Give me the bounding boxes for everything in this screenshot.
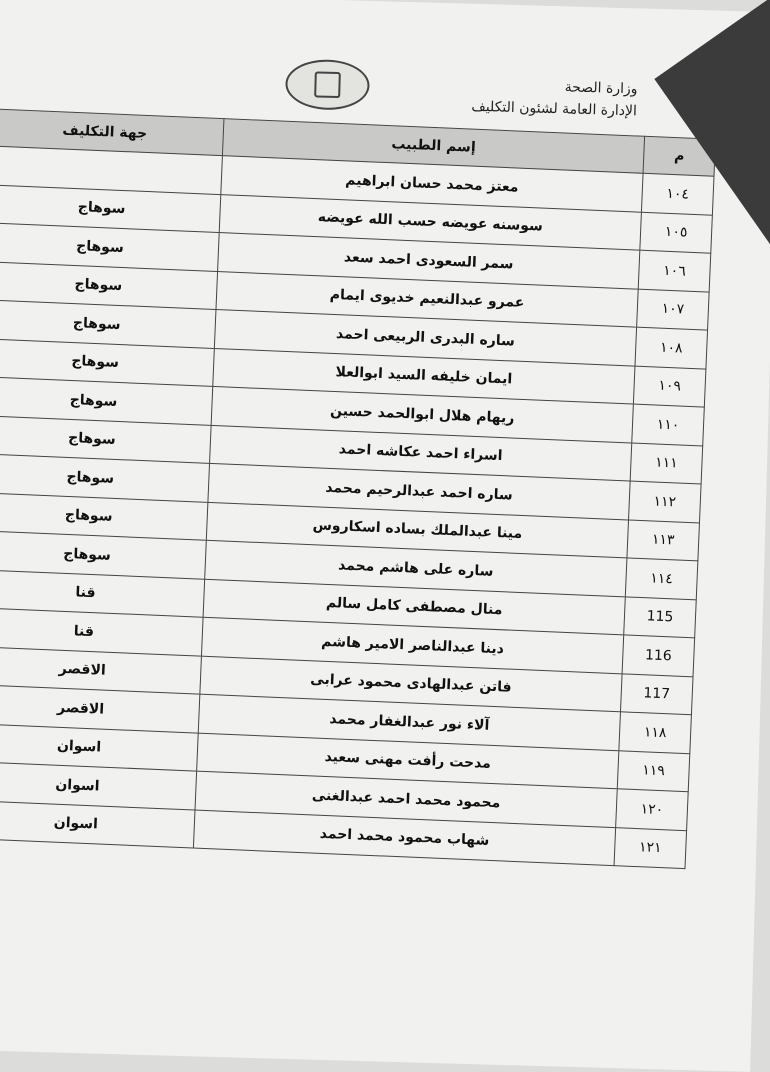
- assignment-place: سوهاج: [0, 261, 218, 309]
- doctor-name: سمر السعودى احمد سعد: [218, 233, 640, 289]
- assignment-place: الاقصر: [0, 684, 200, 732]
- doctor-name: سوسنه عويضه حسب الله عويضه: [219, 194, 641, 250]
- header-assignment-place: جهة التكليف: [0, 109, 224, 156]
- assignments-table: [0, 108, 716, 869]
- doctor-name: شهاب محمود محمد احمد: [193, 810, 615, 866]
- assignment-place: قنا: [0, 607, 203, 655]
- row-number: ١٠٨: [635, 327, 708, 368]
- header-number: م: [643, 136, 715, 176]
- doctor-name: ساره احمد عبدالرحيم محمد: [208, 463, 630, 519]
- assignment-place: سوهاج: [0, 300, 216, 348]
- bleed-through-text: [251, 878, 675, 1030]
- row-number: ١٠٦: [638, 250, 711, 291]
- doctor-name: دينا عبدالناصر الامير هاشم: [201, 617, 623, 673]
- doctor-name: معتز محمد حسان ابراهيم: [221, 156, 643, 212]
- doctor-name: ريهام هلال ابوالحمد حسين: [211, 386, 633, 442]
- assignment-place: سوهاج: [0, 530, 206, 578]
- assignment-place: سوهاج: [0, 453, 210, 501]
- row-number: ١١٢: [629, 481, 702, 522]
- row-number: 116: [622, 635, 695, 676]
- doctor-name: فاتن عبدالهادى محمود عرابى: [200, 656, 622, 712]
- row-number: ١١٨: [619, 712, 692, 753]
- doctor-name: ايمان خليفه السيد ابوالعلا: [213, 348, 635, 404]
- assignment-place: سوهاج: [0, 415, 211, 463]
- row-number: ١٠٧: [637, 289, 710, 330]
- row-number: ١٠٥: [640, 212, 713, 253]
- row-number: ١١٤: [625, 558, 698, 599]
- assignment-place: سوهاج: [0, 338, 214, 386]
- row-number: ١٢٠: [616, 789, 689, 830]
- row-number: ١٢١: [614, 827, 687, 868]
- ministry-line-1: وزارة الصحة: [564, 79, 638, 98]
- assignment-place: الاقصر: [0, 646, 201, 694]
- assignment-place: قنا: [0, 569, 205, 617]
- assignment-place: سوهاج: [0, 223, 219, 271]
- row-number: 115: [624, 596, 697, 637]
- row-number: ١٠٩: [633, 366, 706, 407]
- doctor-name: ساره البدرى الربيعى احمد: [214, 310, 636, 366]
- header-doctor-name: إسم الطبيب: [222, 119, 644, 174]
- row-number: ١١٣: [627, 519, 700, 560]
- row-number: ١١٩: [617, 750, 690, 791]
- assignment-place: اسوان: [0, 723, 198, 771]
- doctor-name: مينا عبدالملك بساده اسكاروس: [206, 502, 628, 558]
- ministry-line-2: الإدارة العامة لشئون التكليف: [471, 98, 638, 120]
- doctor-name: مدحت رأفت مهنى سعيد: [197, 733, 619, 789]
- doctor-name: منال مصطفى كامل سالم: [203, 579, 625, 635]
- doctor-name: آلاء نور عبدالغفار محمد: [198, 694, 620, 750]
- assignment-place: سوهاج: [0, 184, 221, 232]
- doctor-name: محمود محمد احمد عبدالغنى: [195, 771, 617, 827]
- ministry-heading: [471, 74, 638, 123]
- row-number: ١٠٤: [641, 173, 714, 214]
- ministry-logo-icon: [285, 59, 370, 111]
- row-number: 117: [620, 673, 693, 714]
- assignment-place: سوهاج: [0, 377, 213, 425]
- assignments-table-wrapper: [0, 108, 716, 869]
- assignment-place: سوهاج: [0, 492, 208, 540]
- document-header: [0, 20, 749, 120]
- assignment-place: اسوان: [0, 761, 197, 809]
- doctor-name: ساره على هاشم محمد: [205, 540, 627, 596]
- doctor-name: عمرو عبدالنعيم خديوى ايمام: [216, 271, 638, 327]
- row-number: ١١٠: [632, 404, 705, 445]
- row-number: ١١١: [630, 443, 703, 484]
- assignment-place: اسوان: [0, 800, 195, 848]
- doctor-name: اسراء احمد عكاشه احمد: [210, 425, 632, 481]
